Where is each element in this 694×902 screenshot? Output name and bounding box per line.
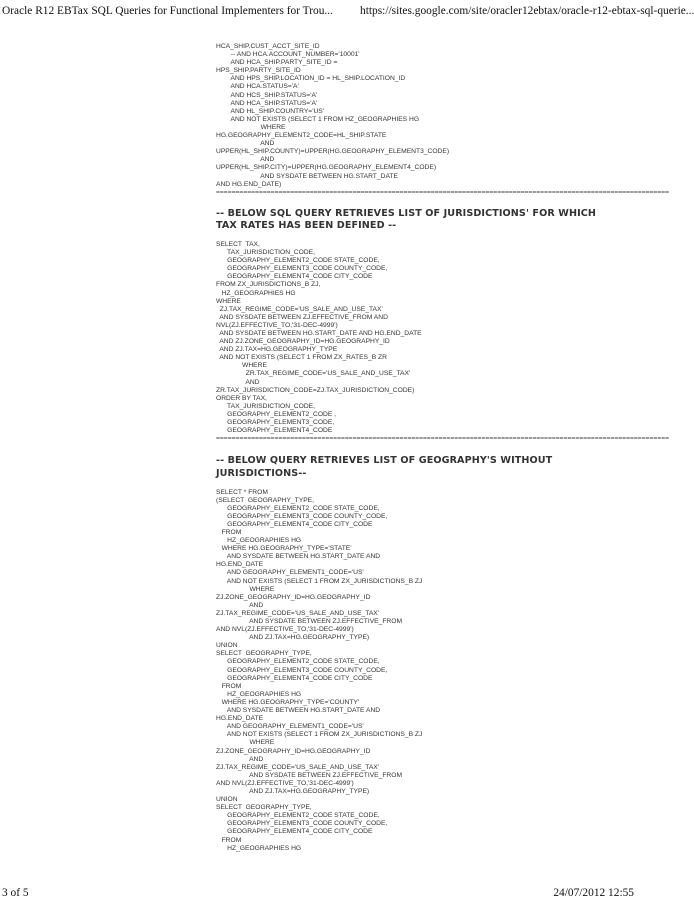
print-header — [0, 0, 694, 22]
page-title: Oracle R12 EBTax SQL Queries for Functional Implementers for Trou... — [2, 5, 333, 17]
separator-line: ==================================================================================================================== — [216, 435, 670, 443]
page-number: 3 of 5 — [2, 887, 29, 899]
print-datetime: 24/07/2012 12:55 — [553, 887, 634, 899]
sql-block-customer-ship-to: HCA_SHIP.CUST_ACCT_SITE_ID -- AND HCA.ACCOUNT_NUMBER='10001' AND HCA_SHIP.PARTY_SITE_ID = HPS_SHIP.PARTY_SITE_ID AND HPS_SHIP.LOCATION_ID = HL_SHIP.LOCATION_ID AND HCA.STATUS='A' AND HCS_SHIP.STATUS='A' AND HCA_SHIP.STATUS='A' AND HL_SHIP.COUNTRY='US' AND NOT EXISTS (SELECT 1 FROM HZ_GEOGRAPHIES HG WHERE HG.GEOGRAPHY_ELEMENT2_CODE=HL_SHIP.STATE AND UPPER(HL_SHIP.COUNTY)=UPPER(HG.GEOGRAPHY_ELEMENT3_CODE) AND UPPER(HL_SHIP.CITY)=UPPER(HG.GEOGRAPHY_ELEMENT4_CODE) AND SYSDATE BETWEEN HG.START_DATE AND HG.END_DATE) — [216, 43, 450, 188]
print-footer — [0, 885, 638, 902]
page-url: https://sites.google.com/site/oracler12ebtax/oracle-r12-ebtax-sql-querie... — [360, 5, 694, 17]
separator-line: ==================================================================================================================== — [216, 188, 670, 196]
section-heading-jurisdictions: -- BELOW SQL QUERY RETRIEVES LIST OF JURISDICTIONS' FOR WHICH TAX RATES HAS BEEN DEFINED -- — [216, 207, 597, 232]
section-heading-geographies: -- BELOW QUERY RETRIEVES LIST OF GEOGRAPHY'S WITHOUT JURISDICTIONS-- — [216, 455, 553, 479]
sql-block-jurisdictions: SELECT TAX, TAX_JURISDICTION_CODE, GEOGRAPHY_ELEMENT2_CODE STATE_CODE, GEOGRAPHY_ELEMENT3_CODE COUNTY_CODE, GEOGRAPHY_ELEMENT4_CODE CITY_CODE FROM ZX_JURISDICTIONS_B ZJ, HZ_GEOGRAPHIES HG WHERE ZJ.TAX_REGIME_CODE='US_SALE_AND_USE_TAX' AND SYSDATE BETWEEN ZJ.EFFECTIVE_FROM AND NVL(ZJ.EFFECTIVE_TO,'31-DEC-4999') AND SYSDATE BETWEEN HG.START_DATE AND HG.END_DATE AND ZJ.ZONE_GEOGRAPHY_ID=HG.GEOGRAPHY_ID AND ZJ.TAX=HG.GEOGRAPHY_TYPE AND NOT EXISTS (SELECT 1 FROM ZX_RATES_B ZR WHERE ZR.TAX_REGIME_CODE='US_SALE_AND_USE_TAX' AND ZR.TAX_JURISDICTION_CODE=ZJ.TAX_JURISDICTION_CODE) ORDER BY TAX, TAX_JURISDICTION_CODE, GEOGRAPHY_ELEMENT2_CODE , GEOGRAPHY_ELEMENT3_CODE, GEOGRAPHY_ELEMENT4_CODE — [216, 240, 422, 435]
document-body — [216, 43, 670, 853]
sql-block-geographies: SELECT * FROM (SELECT GEOGRAPHY_TYPE, GEOGRAPHY_ELEMENT2_CODE STATE_CODE, GEOGRAPHY_ELEMENT3_CODE COUNTY_CODE, GEOGRAPHY_ELEMENT4_CODE CITY_CODE FROM HZ_GEOGRAPHIES HG WHERE HG.GEOGRAPHY_TYPE='STATE' AND SYSDATE BETWEEN HG.START_DATE AND HG.END_DATE AND GEOGRAPHY_ELEMENT1_CODE='US' AND NOT EXISTS (SELECT 1 FROM ZX_JURISDICTIONS_B ZJ WHERE ZJ.ZONE_GEOGRAPHY_ID=HG.GEOGRAPHY_ID AND ZJ.TAX_REGIME_CODE='US_SALE_AND_USE_TAX' AND SYSDATE BETWEEN ZJ.EFFECTIVE_FROM AND NVL(ZJ.EFFECTIVE_TO,'31-DEC-4999') AND ZJ.TAX=HG.GEOGRAPHY_TYPE) UNION SELECT GEOGRAPHY_TYPE, GEOGRAPHY_ELEMENT2_CODE STATE_CODE, GEOGRAPHY_ELEMENT3_CODE COUNTY_CODE, GEOGRAPHY_ELEMENT4_CODE CITY_CODE FROM HZ_GEOGRAPHIES HG WHERE HG.GEOGRAPHY_TYPE='COUNTY' AND SYSDATE BETWEEN HG.START_DATE AND HG.END_DATE AND GEOGRAPHY_ELEMENT1_CODE='US' AND NOT EXISTS (SELECT 1 FROM ZX_JURISDICTIONS_B ZJ WHERE ZJ.ZONE_GEOGRAPHY_ID=HG.GEOGRAPHY_ID AND ZJ.TAX_REGIME_CODE='US_SALE_AND_USE_TAX' AND SYSDATE BETWEEN ZJ.EFFECTIVE_FROM AND NVL(ZJ.EFFECTIVE_TO,'31-DEC-4999') AND ZJ.TAX=HG.GEOGRAPHY_TYPE) UNION SELECT GEOGRAPHY_TYPE, GEOGRAPHY_ELEMENT2_CODE STATE_CODE, GEOGRAPHY_ELEMENT3_CODE COUNTY_CODE, GEOGRAPHY_ELEMENT4_CODE CITY_CODE FROM HZ_GEOGRAPHIES HG — [216, 488, 423, 852]
